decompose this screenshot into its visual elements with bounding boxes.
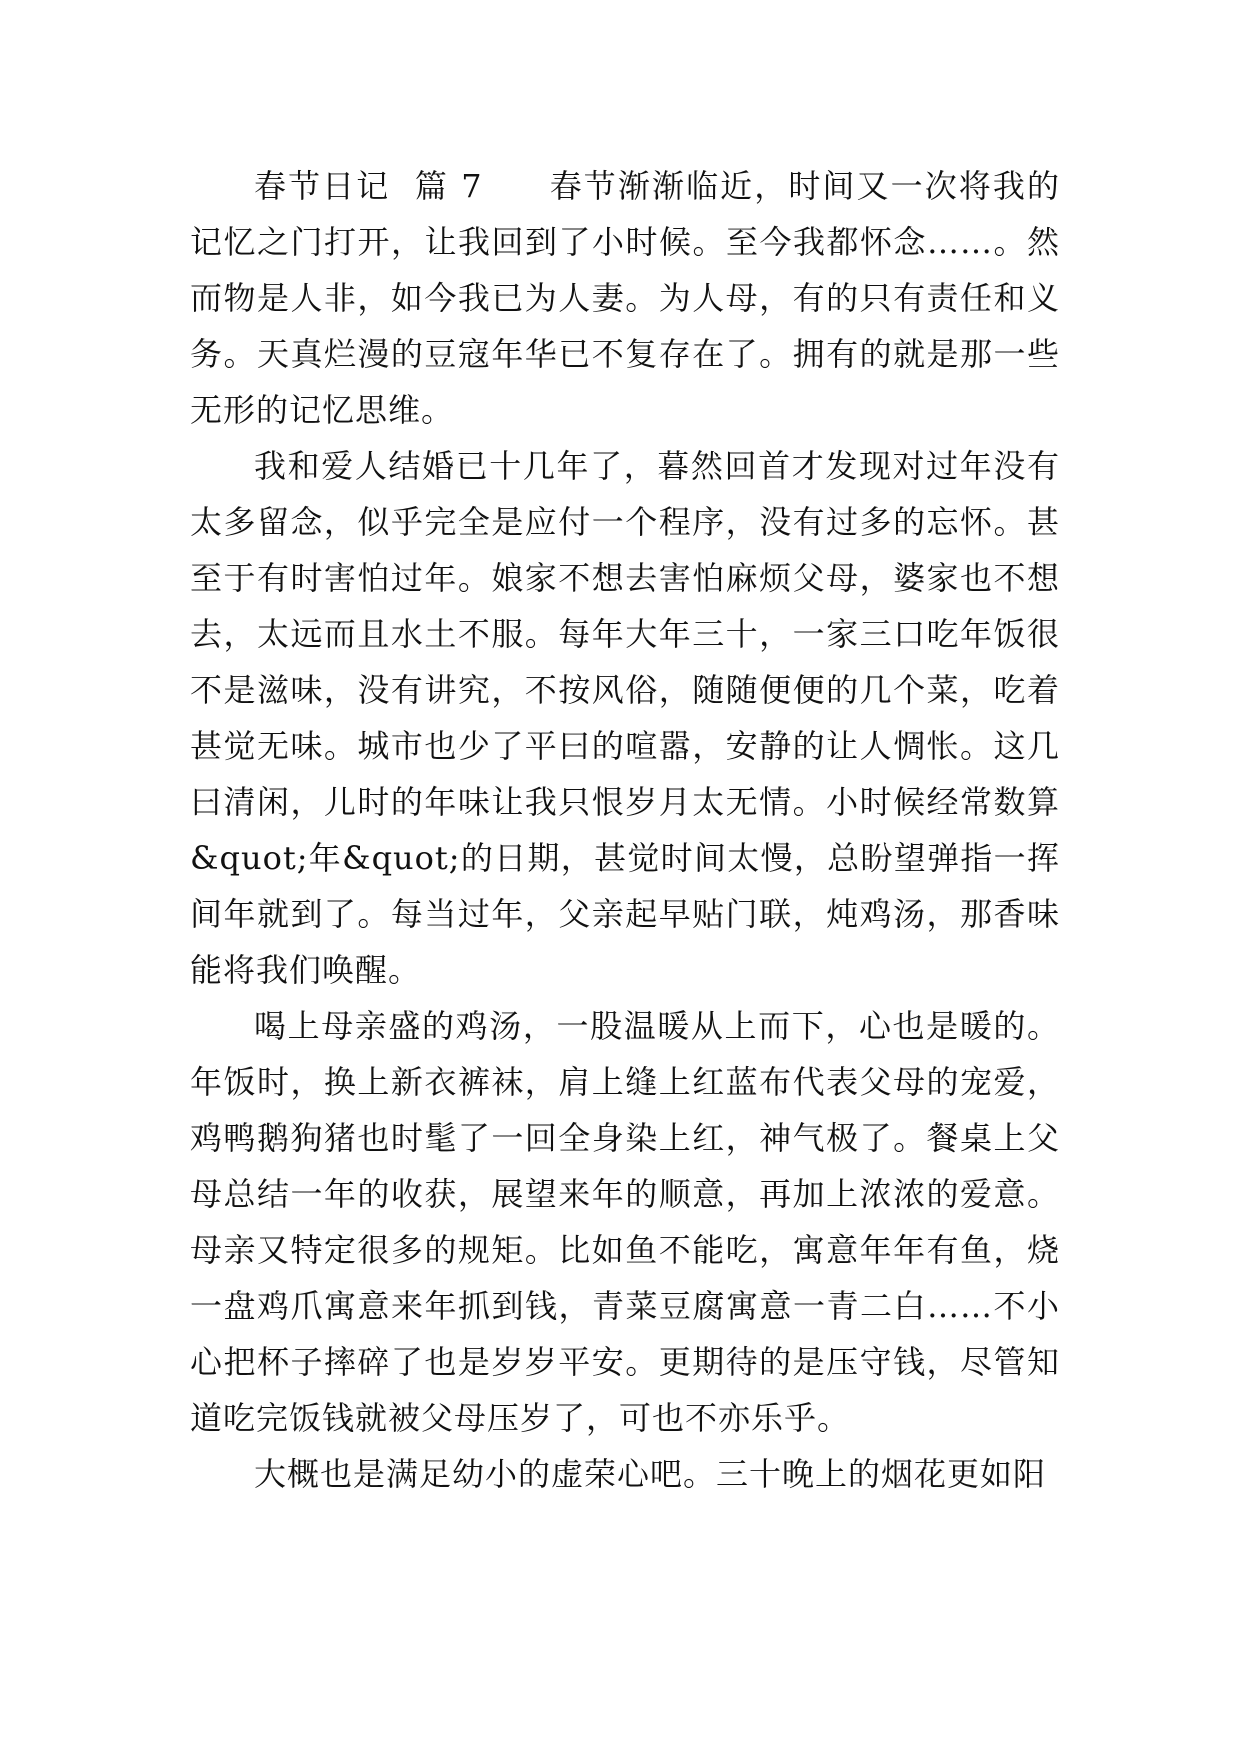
heading-gap xyxy=(483,167,549,205)
paragraph-3: 喝上母亲盛的鸡汤，一股温暖从上而下，心也是暖的。年饭时，换上新衣裤袜，肩上缝上红蓝布代表父母的宠爱，鸡鸭鹅狗猪也时髦了一回全身染上红，神气极了。餐桌上父母总结一年的收获，展望来年的顺意，再加上浓浓的爱意。母亲又特定很多的规矩。比如鱼不能吃，寓意年年有鱼，烧一盘鸡爪寓意来年抓到钱，青菜豆腐寓意一青二白……不小心把杯子摔碎了也是岁岁平安。更期待的是压守钱，尽管知道吃完饭钱就被父母压岁了，可也不亦乐乎。 xyxy=(190,1007,1060,1437)
paragraph-1 xyxy=(190,158,1060,438)
paragraph-4: 大概也是满足幼小的虚荣心吧。三十晚上的烟花更如阳 xyxy=(254,1455,1047,1493)
paragraph-1-text: 春节渐渐临近，时间又一次将我的记忆之门打开，让我回到了小时候。至今我都怀念……。然而物是人非，如今我已为人妻。为人母，有的只有责任和义务。天真烂漫的豆寇年华已不复存在了。拥有的就是那一些无形的记忆思维。 xyxy=(190,167,1060,429)
paragraph-2: 我和爱人结婚已十几年了，暮然回首才发现对过年没有太多留念，似乎完全是应付一个程序，没有过多的忘怀。甚至于有时害怕过年。娘家不想去害怕麻烦父母，婆家也不想去，太远而且水土不服。每年大年三十，一家三口吃年饭很不是滋味，没有讲究，不按风俗，随随便便的几个菜，吃着甚觉无味。城市也少了平曰的喧嚣，安静的让人惆怅。这几曰清闲，儿时的年味让我只恨岁月太无情。小时候经常数算&quot;年&quot;的日期，甚觉时间太慢，总盼望弹指一挥间年就到了。每当过年，父亲起早贴门联，炖鸡汤，那香味能将我们唤醒。 xyxy=(190,447,1060,989)
diary-heading: 春节日记 篇 7 xyxy=(254,167,483,205)
document-body xyxy=(190,158,1060,1502)
